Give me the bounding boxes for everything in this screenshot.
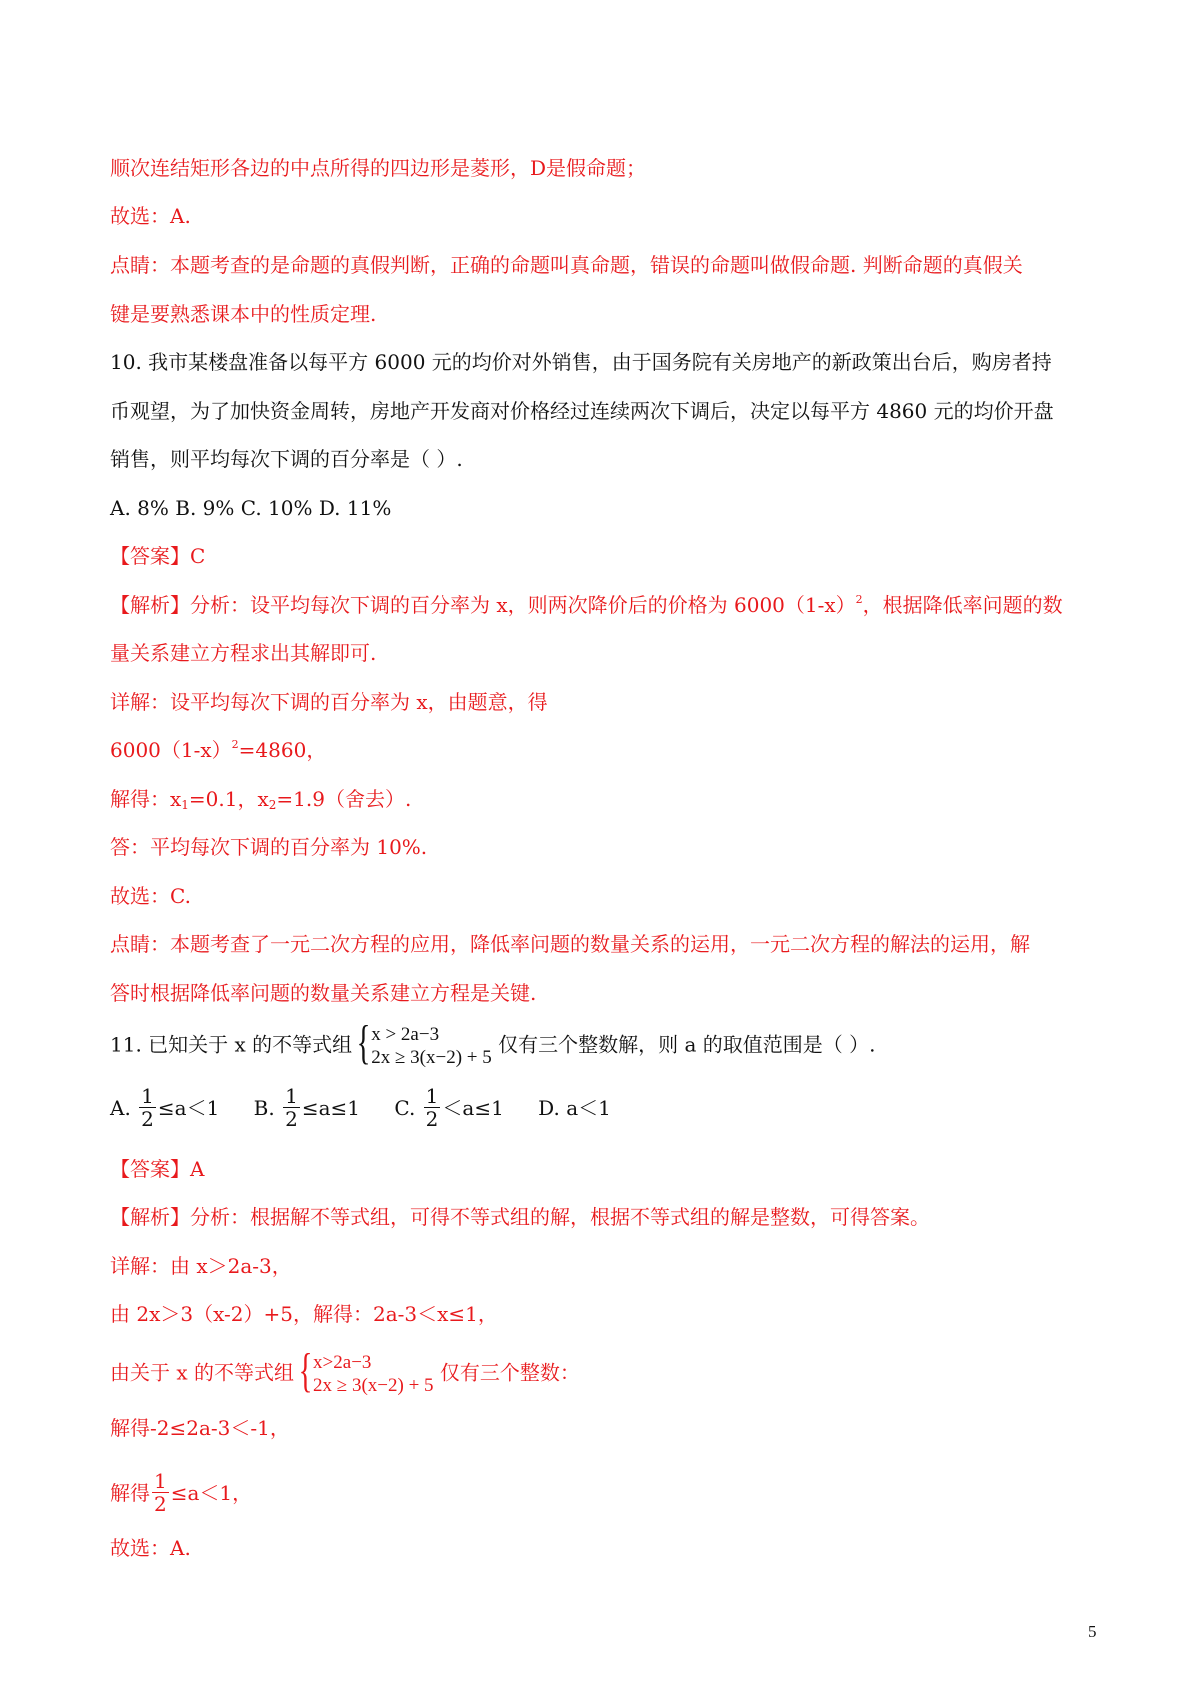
detail-10: 详解：设平均每次下调的百分率为 x，由题意，得 bbox=[110, 690, 548, 714]
detail-11-result: 解得 $\frac{1}{2}$ ≤a＜1， bbox=[110, 1469, 253, 1516]
comment-10: 答时根据降低率问题的数量关系建立方程是关键. bbox=[110, 981, 537, 1005]
fraction: $\frac{1}{2}$ bbox=[141, 1084, 154, 1131]
question-10-stem: 10. 我市某楼盘准备以每平方 6000 元的均价对外销售，由于国务院有关房地产的新政策出台后，购房者持 bbox=[110, 350, 1052, 374]
inequality-system: { x>2a−3 2x ≥ 3(x−2) + 5 bbox=[298, 1344, 434, 1397]
option-d: D. a＜1 bbox=[538, 1096, 611, 1120]
analysis-10: 量关系建立方程求出其解即可. bbox=[110, 641, 377, 665]
comment-10: 点睛：本题考查了一元二次方程的应用，降低率问题的数量关系的运用，一元二次方程的解法的运用，解 bbox=[110, 932, 1030, 956]
answer-10: 【答案】C bbox=[110, 544, 206, 568]
detail-11: 解得-2≤2a-3＜-1， bbox=[110, 1416, 290, 1440]
detail-10: 故选：C. bbox=[110, 884, 191, 908]
text-line: 键是要熟悉课本中的性质定理. bbox=[110, 302, 377, 326]
question-11-options bbox=[110, 1084, 611, 1132]
detail-10-solution: 解得：$x_1=0.1$，$x_2=1.9$（舍去）. bbox=[110, 787, 412, 812]
option-c: C. $\frac{1}{2}$ ＜a≤1 bbox=[394, 1084, 504, 1131]
fraction: $\frac{1}{2}$ bbox=[285, 1084, 298, 1131]
inequality-system: { x > 2a−3 2x ≥ 3(x−2) + 5 bbox=[356, 1016, 492, 1069]
text-line: 故选：A. bbox=[110, 204, 191, 228]
text-line: 点睛：本题考查的是命题的真假判断，正确的命题叫真命题，错误的命题叫做假命题. 判断命题的真假关 bbox=[110, 253, 1023, 277]
detail-11: 由 2x＞3（x-2）+5，解得：2a-3＜x≤1， bbox=[110, 1302, 498, 1326]
fraction: $\frac{1}{2}$ bbox=[425, 1084, 439, 1131]
detail-10-equation: $6000(1-x)^2=4860$， bbox=[110, 738, 327, 762]
question-10-stem: 销售，则平均每次下调的百分率是（ ）. bbox=[110, 447, 463, 471]
option-a: A. $\frac{1}{2}$ ≤a＜1 bbox=[110, 1084, 220, 1131]
detail-11-system: 由关于 x 的不等式组{ x>2a−3 2x ≥ 3(x−2) + 5 仅有三个整数： bbox=[110, 1344, 580, 1397]
fraction: $\frac{1}{2}$ bbox=[154, 1469, 167, 1516]
detail-11: 详解：由 x＞2a-3， bbox=[110, 1254, 292, 1278]
question-10-options: A. 8% B. 9% C. 10% D. 11% bbox=[110, 496, 392, 520]
answer-11: 【答案】A bbox=[110, 1157, 205, 1181]
text-line: 顺次连结矩形各边的中点所得的四边形是菱形，D是假命题； bbox=[110, 156, 647, 180]
analysis-11: 【解析】分析：根据解不等式组，可得不等式组的解，根据不等式组的解是整数，可得答案。 bbox=[110, 1205, 930, 1229]
analysis-10: 【解析】分析：设平均每次下调的百分率为 x，则两次降价后的价格为 $6000(1-x)^2$，根据降低率问题的数 bbox=[110, 593, 1063, 617]
question-11-stem: 11. 已知关于 x 的不等式组{ x > 2a−3 2x ≥ 3(x−2) + 5 仅有三个整数解，则 a 的取值范围是（ ）. bbox=[110, 1016, 876, 1069]
detail-10: 答：平均每次下调的百分率为 10%. bbox=[110, 835, 428, 859]
question-10-stem: 币观望，为了加快资金周转，房地产开发商对价格经过连续两次下调后，决定以每平方 4860 元的均价开盘 bbox=[110, 399, 1054, 423]
detail-11: 故选：A. bbox=[110, 1536, 191, 1560]
page-number: 5 bbox=[1088, 1622, 1097, 1641]
option-b: B. $\frac{1}{2}$ ≤a≤1 bbox=[253, 1084, 360, 1131]
